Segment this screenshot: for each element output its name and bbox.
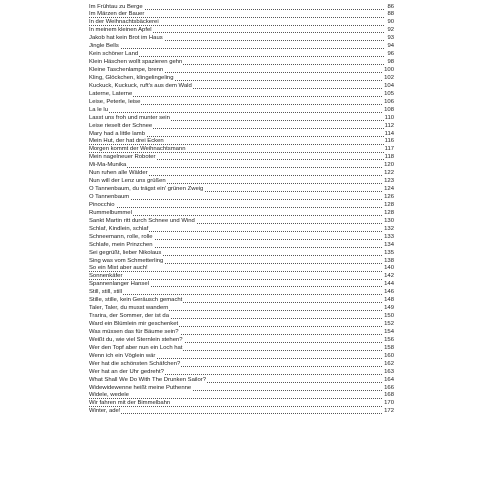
toc-entry (89, 305, 394, 313)
toc-entry-title: Mi-Ma-Munika (89, 162, 127, 169)
toc-entry-page-number: 152 (384, 321, 394, 327)
toc-entry (89, 361, 394, 369)
toc-entry (89, 138, 394, 146)
toc-entry (89, 400, 394, 408)
toc-entry-page-number: 124 (384, 186, 394, 193)
toc-entry (89, 242, 394, 250)
toc-entry (89, 123, 394, 131)
toc-entry (89, 313, 394, 321)
dot-leader (89, 294, 384, 295)
toc-entry (89, 51, 394, 59)
toc-entry-title: Lasst uns froh und munter sein (89, 114, 170, 121)
toc-entry (89, 218, 394, 226)
toc-entry (89, 83, 394, 91)
toc-entry (89, 226, 394, 234)
toc-entry-title: Sankt Martin ritt durch Schnee und Wind (89, 217, 195, 224)
toc-entry-page-number: 162 (384, 360, 394, 367)
toc-entry-page-number: 128 (384, 209, 394, 216)
toc-entry (89, 91, 394, 99)
toc-entry-title: Mein Hut, der hat drei Ecken (89, 138, 164, 145)
toc-entry (89, 170, 394, 178)
toc-entry (89, 146, 394, 154)
toc-entry-title: Mary had a little lamb (89, 130, 145, 137)
toc-entry-title: Widewidewenne heißt meine Puthenne (89, 384, 192, 391)
toc-entry-title: In meinem kleinen Apfel (89, 27, 152, 34)
toc-entry-title: Laterne, Laterne (89, 90, 133, 97)
toc-entry-page-number: 142 (384, 273, 394, 280)
toc-entry-page-number: 126 (384, 194, 394, 200)
toc-entry (89, 154, 394, 162)
toc-entry (89, 345, 394, 353)
toc-entry-page-number: 93 (387, 35, 394, 42)
toc-entry-title: Morgen kommt der Weihnachtsmann (89, 146, 186, 153)
toc-entry (89, 67, 394, 75)
toc-entry (89, 329, 394, 337)
toc-entry-page-number: 138 (384, 257, 394, 264)
toc-entry-page-number: 117 (384, 146, 394, 153)
toc-entry (89, 281, 394, 289)
toc-entry-title: So ein Mist aber auch! (89, 265, 148, 272)
toc-entry-title: Ward ein Blümlein mir geschenket (89, 321, 179, 327)
toc-entry-title: Trarira, der Sommer, der ist da (89, 313, 169, 320)
toc-entry-page-number: 114 (384, 130, 394, 137)
toc-entry (89, 75, 394, 83)
toc-entry (89, 265, 394, 273)
toc-entry-page-number: 92 (387, 27, 394, 34)
toc-entry-page-number: 166 (384, 384, 394, 391)
toc-entry-title: Schlafe, mein Prinzchen (89, 241, 153, 248)
toc-entry-page-number: 132 (384, 225, 394, 232)
toc-entry (89, 202, 394, 210)
toc-entry-page-number: 163 (384, 368, 394, 375)
toc-entry-page-number: 120 (384, 162, 394, 169)
toc-entry-title: What Shall We Do With The Drunken Sailor? (89, 376, 206, 383)
toc-entry-title: O Tannenbaum, du trägst ein' grünen Zweig (89, 186, 204, 193)
toc-entry (89, 337, 394, 345)
toc-entry-title: Klein Häschen wollt spazieren gehn (89, 59, 183, 66)
toc-entry-title: Sonnenkäfer (89, 273, 123, 280)
toc-entry-page-number: 122 (384, 170, 394, 177)
toc-entry-page-number: 94 (387, 43, 394, 50)
toc-entry-title: Jakob hat kein Brot im Haus (89, 35, 163, 42)
toc-entry (89, 210, 394, 218)
toc-entry-page-number: 170 (384, 400, 394, 407)
toc-entry (89, 186, 394, 194)
toc-entry-page-number: 123 (384, 178, 394, 185)
dot-leader (89, 398, 384, 399)
toc-entry-title: Was müssen das für Bäume sein? (89, 328, 179, 335)
toc-entry (89, 35, 394, 43)
toc-entry (89, 289, 394, 297)
toc-entry-title: Spannenlanger Hansel (89, 281, 149, 288)
toc-entry (89, 297, 394, 305)
toc-entry-title: La le lu (89, 106, 108, 113)
toc-entry-title: Im Frühtau zu Berge (89, 3, 143, 10)
toc-entry (89, 4, 394, 12)
toc-entry (89, 377, 394, 385)
toc-entry-title: Sing was vom Schmetterling (89, 257, 164, 264)
toc-entry (89, 408, 394, 416)
toc-entry-page-number: 100 (384, 67, 394, 73)
dot-leader (89, 48, 384, 49)
toc-entry-title: Schneemann, rolle, rolle (89, 233, 153, 240)
toc-entry (89, 392, 394, 400)
toc-entry-title: Rummelbummel (89, 209, 132, 216)
toc-entry-page-number: 104 (384, 82, 394, 89)
toc-entry-page-number: 150 (384, 313, 394, 320)
toc-entry (89, 131, 394, 139)
toc-entry-title: Jingle Bells (89, 43, 119, 50)
toc-entry (89, 115, 394, 123)
toc-entry (89, 107, 394, 115)
toc-entry-title: O Tannenbaum (89, 194, 130, 200)
toc-entry-title: Wer hat an der Uhr gedreht? (89, 368, 164, 375)
toc-entry-title: Wer hat die schönsten Schäfchen? (89, 360, 181, 367)
dot-leader (89, 215, 384, 216)
toc-entry-page-number: 158 (384, 344, 394, 351)
toc-entry (89, 178, 394, 186)
toc-entry-title: Wer den Topf aber nun ein Loch hat (89, 344, 183, 351)
toc-entry-title: Winter, ade! (89, 408, 121, 415)
toc-entry-page-number: 116 (384, 138, 394, 145)
toc-entry-page-number: 96 (387, 51, 394, 58)
toc-entry-page-number: 105 (384, 90, 394, 97)
dot-leader (89, 413, 384, 414)
toc-entry-title: Taler, Taler, du musst wandern (89, 305, 169, 312)
toc-entry-page-number: 149 (384, 305, 394, 312)
toc-entry-page-number: 168 (384, 392, 394, 399)
toc-entry-title: Kuckuck, Kuckuck, ruft's aus dem Wald (89, 82, 192, 89)
toc-entry (89, 273, 394, 281)
toc-entry-title: Mein nagelneuer Roboter (89, 154, 156, 161)
toc-entry-page-number: 164 (384, 376, 394, 383)
toc-entry-page-number: 146 (384, 289, 394, 296)
toc-entry (89, 250, 394, 258)
toc-entry (89, 385, 394, 393)
toc-entry (89, 43, 394, 51)
dot-leader (89, 167, 384, 168)
toc-entry-page-number: 160 (384, 352, 394, 359)
toc-entry-title: Leise, Peterle, leise (89, 98, 141, 105)
toc-entry-title: Pinocchio (89, 201, 115, 208)
toc-entry (89, 27, 394, 35)
toc-entry (89, 194, 394, 202)
toc-entry-page-number: 108 (384, 106, 394, 113)
toc-entry-page-number: 90 (387, 19, 394, 26)
toc-entry-page-number: 140 (384, 265, 394, 272)
toc-entry-page-number: 112 (384, 122, 394, 129)
toc-entry (89, 258, 394, 266)
toc-entry (89, 99, 394, 107)
toc-entry-title: Wenn ich ein Vöglein wär (89, 352, 156, 359)
toc-entry-page-number: 110 (384, 114, 394, 121)
toc-entry-page-number: 134 (384, 241, 394, 248)
toc-entry-page-number: 156 (384, 336, 394, 343)
toc-entry (89, 59, 394, 67)
toc-entry-title: Nun ruhen alle Wälder (89, 170, 148, 177)
toc-entry-page-number: 88 (387, 11, 394, 18)
toc-entry-page-number: 86 (387, 3, 394, 10)
toc-entry-title: Kein schöner Land (89, 51, 139, 58)
toc-entry-page-number: 128 (384, 201, 394, 208)
toc-entry-page-number: 172 (384, 408, 394, 415)
dot-leader (89, 207, 384, 208)
dot-leader (89, 112, 384, 113)
toc-entry-title: Kling, Glöckchen, klingelingeling (89, 74, 174, 81)
toc-entry-title: Im Märzen der Bauer (89, 11, 145, 18)
toc-entry-page-number: 133 (384, 233, 394, 240)
toc-entry (89, 353, 394, 361)
toc-entry (89, 19, 394, 27)
toc-entry-page-number: 106 (384, 98, 394, 105)
dot-leader (89, 279, 384, 280)
table-of-contents (89, 4, 394, 417)
toc-entry-page-number: 135 (384, 249, 394, 256)
toc-entry (89, 162, 394, 170)
toc-entry-page-number: 154 (384, 328, 394, 335)
toc-entry-title: Kleine Taschenlampe, brenn (89, 67, 164, 73)
toc-entry-page-number: 130 (384, 217, 394, 224)
toc-entry-page-number: 118 (384, 154, 394, 161)
toc-entry (89, 321, 394, 329)
toc-entry-title: Leise rieselt der Schnee (89, 122, 153, 129)
toc-entry-title: Wir fahren mit der Bimmelbahn (89, 400, 171, 407)
toc-entry (89, 369, 394, 377)
dot-leader (89, 199, 384, 200)
toc-entry-page-number: 148 (384, 297, 394, 304)
toc-entry-title: Weißt du, wie viel Sternlein stehen? (89, 336, 183, 343)
toc-entry-title: Still, still, still (89, 289, 123, 296)
toc-entry-page-number: 144 (384, 281, 394, 288)
toc-entry (89, 234, 394, 242)
toc-entry-title: Stille, stille, kein Geräusch gemacht (89, 297, 183, 304)
toc-entry-page-number: 98 (387, 59, 394, 66)
toc-entry-title: Schlaf, Kindlein, schlaf (89, 225, 149, 232)
toc-entry-page-number: 102 (384, 74, 394, 81)
toc-entry-title: In der Weihnachtsbäckerei (89, 19, 159, 26)
toc-entry-title: Widele, wedele (89, 392, 129, 399)
toc-entry (89, 11, 394, 19)
dot-leader (89, 96, 384, 97)
toc-entry-title: Nun will der Lenz uns grüßen (89, 178, 166, 185)
toc-entry-title: Sei gegrüßt, lieber Nikolaus (89, 249, 162, 256)
